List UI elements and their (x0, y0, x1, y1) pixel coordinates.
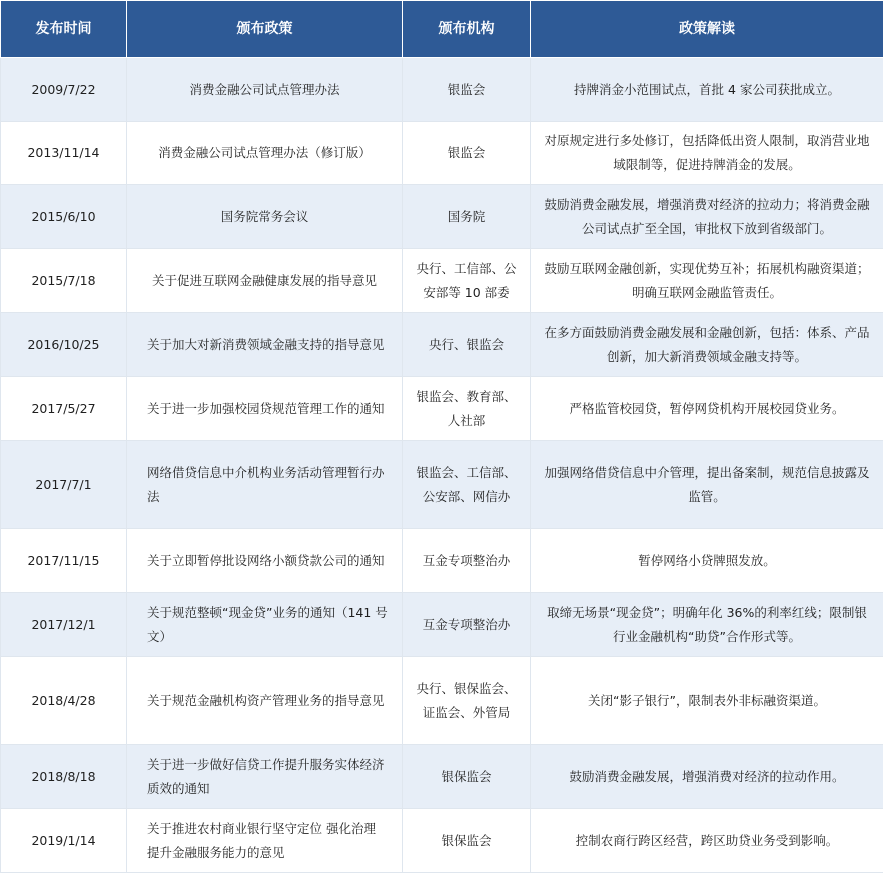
cell-policy: 关于立即暂停批设网络小额贷款公司的通知 (127, 529, 403, 593)
cell-policy: 关于进一步做好信贷工作提升服务实体经济质效的通知 (127, 745, 403, 809)
header-policy: 颁布政策 (127, 1, 403, 58)
cell-interpretation: 持牌消金小范围试点，首批 4 家公司获批成立。 (531, 58, 883, 122)
cell-policy: 关于促进互联网金融健康发展的指导意见 (127, 249, 403, 313)
header-date: 发布时间 (1, 1, 127, 58)
cell-policy: 消费金融公司试点管理办法 (127, 58, 403, 122)
cell-date: 2017/12/1 (1, 593, 127, 657)
table-row (1, 249, 883, 313)
table-row (1, 185, 883, 249)
cell-agency: 银保监会 (403, 745, 531, 809)
table-row (1, 657, 883, 745)
cell-agency: 银监会、工信部、公安部、网信办 (403, 441, 531, 529)
cell-interpretation: 鼓励互联网金融创新，实现优势互补；拓展机构融资渠道；明确互联网金融监管责任。 (531, 249, 883, 313)
cell-date: 2009/7/22 (1, 58, 127, 122)
cell-interpretation: 关闭“影子银行”，限制表外非标融资渠道。 (531, 657, 883, 745)
cell-date: 2017/5/27 (1, 377, 127, 441)
cell-agency: 银监会、教育部、人社部 (403, 377, 531, 441)
cell-interpretation: 加强网络借贷信息中介管理，提出备案制，规范信息披露及监管。 (531, 441, 883, 529)
cell-policy: 网络借贷信息中介机构业务活动管理暂行办法 (127, 441, 403, 529)
cell-date: 2018/4/28 (1, 657, 127, 745)
cell-date: 2016/10/25 (1, 313, 127, 377)
cell-policy: 关于推进农村商业银行坚守定位 强化治理 提升金融服务能力的意见 (127, 809, 403, 873)
cell-agency: 银监会 (403, 122, 531, 185)
cell-agency: 央行、银监会 (403, 313, 531, 377)
cell-policy: 关于规范金融机构资产管理业务的指导意见 (127, 657, 403, 745)
cell-interpretation: 在多方面鼓励消费金融发展和金融创新，包括：体系、产品创新，加大新消费领域金融支持等。 (531, 313, 883, 377)
cell-agency: 央行、工信部、公安部等 10 部委 (403, 249, 531, 313)
header-row (1, 1, 883, 58)
cell-date: 2017/11/15 (1, 529, 127, 593)
table-row (1, 122, 883, 185)
table-row (1, 441, 883, 529)
cell-interpretation: 暂停网络小贷牌照发放。 (531, 529, 883, 593)
table-row (1, 809, 883, 873)
cell-agency: 国务院 (403, 185, 531, 249)
cell-date: 2013/11/14 (1, 122, 127, 185)
cell-interpretation: 控制农商行跨区经营，跨区助贷业务受到影响。 (531, 809, 883, 873)
table-row (1, 313, 883, 377)
cell-agency: 央行、银保监会、证监会、外管局 (403, 657, 531, 745)
cell-agency: 互金专项整治办 (403, 593, 531, 657)
table-row (1, 529, 883, 593)
table-row (1, 58, 883, 122)
table-row (1, 593, 883, 657)
cell-date: 2018/8/18 (1, 745, 127, 809)
cell-policy: 关于规范整顿“现金贷”业务的通知（141 号文） (127, 593, 403, 657)
cell-date: 2017/7/1 (1, 441, 127, 529)
cell-interpretation: 取缔无场景“现金贷”；明确年化 36%的利率红线；限制银行业金融机构“助贷”合作形式等。 (531, 593, 883, 657)
cell-agency: 银监会 (403, 58, 531, 122)
cell-policy: 关于进一步加强校园贷规范管理工作的通知 (127, 377, 403, 441)
header-agency: 颁布机构 (403, 1, 531, 58)
cell-date: 2015/6/10 (1, 185, 127, 249)
cell-interpretation: 鼓励消费金融发展，增强消费对经济的拉动力；将消费金融公司试点扩至全国，审批权下放到省级部门。 (531, 185, 883, 249)
cell-interpretation: 严格监管校园贷，暂停网贷机构开展校园贷业务。 (531, 377, 883, 441)
cell-date: 2015/7/18 (1, 249, 127, 313)
cell-agency: 银保监会 (403, 809, 531, 873)
cell-date: 2019/1/14 (1, 809, 127, 873)
cell-policy: 国务院常务会议 (127, 185, 403, 249)
cell-agency: 互金专项整治办 (403, 529, 531, 593)
cell-interpretation: 鼓励消费金融发展，增强消费对经济的拉动作用。 (531, 745, 883, 809)
cell-policy: 消费金融公司试点管理办法（修订版） (127, 122, 403, 185)
table-row (1, 745, 883, 809)
table-row (1, 377, 883, 441)
header-interpretation: 政策解读 (531, 1, 883, 58)
cell-policy: 关于加大对新消费领域金融支持的指导意见 (127, 313, 403, 377)
cell-interpretation: 对原规定进行多处修订，包括降低出资人限制，取消营业地域限制等，促进持牌消金的发展。 (531, 122, 883, 185)
